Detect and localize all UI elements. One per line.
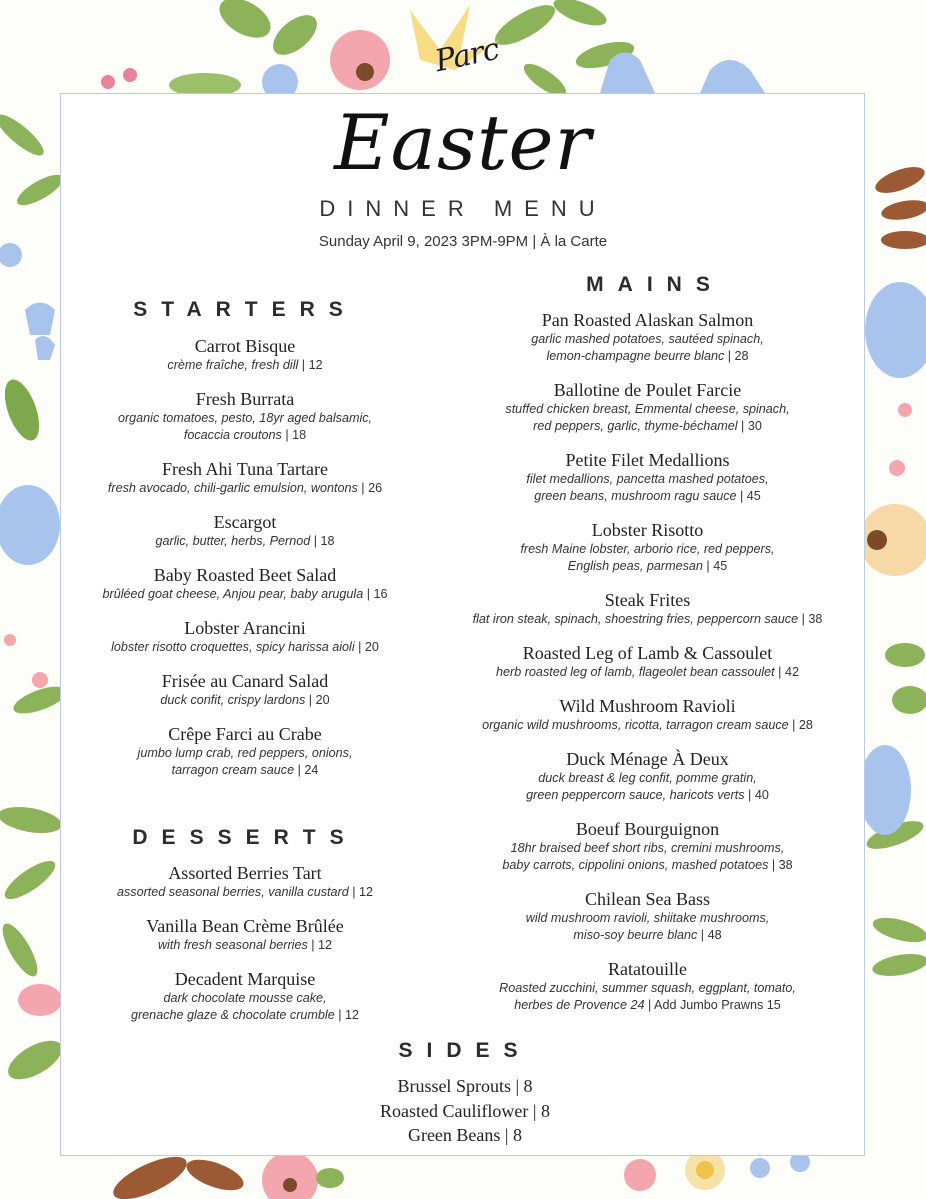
logo-text: Parc	[432, 31, 502, 80]
menu-item-price: | 28	[788, 718, 813, 732]
menu-item-price: | 45	[736, 489, 761, 503]
menu-item-description: miso-soy beurre blanc | 48	[573, 928, 722, 942]
menu-item-description: garlic, butter, herbs, Pernod | 18	[155, 534, 335, 548]
menu-item-description: focaccia croutons | 18	[183, 428, 307, 442]
menu-item-description: lobster risotto croquettes, spicy harissa aioli | 20	[111, 640, 379, 654]
menu-item-description: dark chocolate mousse cake,	[163, 991, 327, 1005]
menu-item	[440, 450, 855, 505]
menu-item	[80, 863, 410, 901]
desserts-list	[80, 863, 410, 1039]
menu-item	[440, 819, 855, 874]
menu-item-description: lemon-champagne beurre blanc | 28	[546, 349, 749, 363]
menu-item-price: | 12	[298, 358, 323, 372]
menu-item-description: organic tomatoes, pesto, 18yr aged balsamic,	[117, 411, 373, 425]
menu-item-name: Ballotine de Poulet Farcie	[553, 380, 742, 400]
menu-item-description: grenache glaze & chocolate crumble | 12	[130, 1008, 359, 1022]
menu-item-price: | 38	[768, 858, 793, 872]
menu-item	[440, 590, 855, 628]
menu-item-description: green beans, mushroom ragu sauce | 45	[534, 489, 761, 503]
starters-list	[80, 336, 410, 794]
menu-item-price: | 12	[348, 885, 373, 899]
menu-item	[80, 565, 410, 603]
menu-item-price: | 28	[724, 349, 749, 363]
menu-item-price: | 18	[281, 428, 307, 442]
menu-item-description: tarragon cream sauce | 24	[171, 763, 319, 777]
menu-item-description: stuffed chicken breast, Emmental cheese, spinach,	[505, 402, 790, 416]
mains-list	[440, 310, 855, 1029]
menu-item	[440, 696, 855, 734]
menu-item-name: Pan Roasted Alaskan Salmon	[541, 310, 754, 330]
menu-item-name: Chilean Sea Bass	[585, 889, 710, 909]
menu-item	[440, 643, 855, 681]
menu-subtitle: DINNER MENU	[319, 196, 607, 221]
menu-item	[80, 969, 410, 1024]
menu-item-name: Ratatouille	[608, 959, 687, 979]
menu-item-price: | 38	[798, 612, 823, 626]
side-item: Brussel Sprouts | 8	[397, 1076, 533, 1096]
menu-item-name: Duck Ménage À Deux	[566, 749, 729, 769]
menu-item	[440, 959, 855, 1014]
menu-item-name: Roasted Leg of Lamb & Cassoulet	[522, 643, 773, 663]
flower-decoration	[859, 282, 926, 835]
menu-item-description: wild mushroom ravioli, shiitake mushrooms,	[525, 911, 770, 925]
sides-heading: SIDES	[398, 1039, 532, 1062]
menu-item	[80, 671, 410, 709]
menu-item-description: herb roasted leg of lamb, flageolet bean cassoulet | 42	[496, 665, 799, 679]
menu-item-description: herbes de Provence 24 | Add Jumbo Prawns 15	[514, 998, 781, 1012]
menu-item-description: English peas, parmesan | 45	[567, 559, 728, 573]
menu-item	[440, 380, 855, 435]
menu-item-description: Roasted zucchini, summer squash, eggplant, tomato,	[499, 981, 796, 995]
menu-item-description: flat iron steak, spinach, shoestring fries, peppercorn sauce | 38	[472, 612, 823, 626]
menu-item-description: filet medallions, pancetta mashed potatoes,	[526, 472, 769, 486]
menu-item-name: Vanilla Bean Crème Brûlée	[146, 916, 344, 936]
menu-item-price: | 48	[697, 928, 722, 942]
menu-item-price: | 20	[305, 693, 330, 707]
menu-item-name: Carrot Bisque	[194, 336, 296, 356]
menu-item-name: Assorted Berries Tart	[168, 863, 322, 883]
menu-item-name: Boeuf Bourguignon	[575, 819, 720, 839]
menu-item-price: | Add Jumbo Prawns 15	[644, 998, 781, 1012]
menu-item	[80, 389, 410, 444]
desserts-heading: DESSERTS	[132, 826, 358, 849]
menu-item-price: | 18	[310, 534, 335, 548]
menu-item-description: organic wild mushrooms, ricotta, tarragon cream sauce | 28	[482, 718, 813, 732]
menu-item-description: crème fraîche, fresh dill | 12	[167, 358, 323, 372]
menu-item-description: brûléed goat cheese, Anjou pear, baby arugula | 16	[102, 587, 388, 601]
menu-item-description: jumbo lump crab, red peppers, onions,	[137, 746, 353, 760]
menu-item-name: Fresh Burrata	[195, 389, 295, 409]
starters-heading: STARTERS	[133, 298, 357, 321]
mains-heading: MAINS	[586, 273, 724, 296]
menu-item-price: | 40	[744, 788, 769, 802]
menu-item-description: fresh avocado, chili-garlic emulsion, wontons | 26	[107, 481, 383, 495]
menu-item-name: Escargot	[213, 512, 277, 532]
menu-item-description: duck confit, crispy lardons | 20	[160, 693, 330, 707]
menu-item-description: red peppers, garlic, thyme-béchamel | 30	[533, 419, 762, 433]
menu-item	[440, 889, 855, 944]
menu-item-name: Fresh Ahi Tuna Tartare	[162, 459, 328, 479]
menu-item	[80, 336, 410, 374]
menu-item-name: Steak Frites	[604, 590, 691, 610]
menu-item-price: | 12	[307, 938, 333, 952]
menu-item	[440, 310, 855, 365]
menu-item	[80, 459, 410, 497]
flower-decoration	[0, 243, 62, 1016]
menu-item	[440, 520, 855, 575]
menu-item-description: with fresh seasonal berries | 12	[157, 938, 333, 952]
menu-item-name: Decadent Marquise	[174, 969, 316, 989]
menu-item-name: Lobster Risotto	[591, 520, 704, 540]
menu-item-price: | 42	[774, 665, 799, 679]
menu-item-description: assorted seasonal berries, vanilla custard | 12	[117, 885, 373, 899]
menu-item-price: | 45	[702, 559, 728, 573]
menu-item	[80, 724, 410, 779]
menu-item	[80, 916, 410, 954]
menu-item-description: duck breast & leg confit, pomme gratin,	[538, 771, 757, 785]
side-item: Green Beans | 8	[407, 1125, 523, 1145]
menu-item-price: | 20	[354, 640, 379, 654]
menu-item-description: garlic mashed potatoes, sautéed spinach,	[531, 332, 764, 346]
sides-list	[300, 1074, 630, 1148]
menu-item	[440, 749, 855, 804]
menu-title: Easter	[334, 98, 592, 187]
menu-item-name: Petite Filet Medallions	[565, 450, 730, 470]
menu-item-description: 18hr braised beef short ribs, cremini mushrooms,	[510, 841, 785, 855]
menu-item-name: Lobster Arancini	[184, 618, 306, 638]
menu-item	[80, 512, 410, 550]
menu-item-price: | 12	[334, 1008, 359, 1022]
menu-item-name: Crêpe Farci au Crabe	[168, 724, 322, 744]
menu-item	[80, 618, 410, 656]
side-item: Roasted Cauliflower | 8	[379, 1100, 551, 1121]
menu-item-price: | 16	[363, 587, 388, 601]
menu-item-price: | 26	[357, 481, 383, 495]
leaf-decoration	[169, 0, 637, 102]
menu-item-name: Baby Roasted Beet Salad	[153, 565, 337, 585]
menu-item-description: baby carrots, cippolini onions, mashed potatoes | 38	[502, 858, 793, 872]
menu-item-name: Wild Mushroom Ravioli	[559, 696, 736, 716]
menu-item-price: | 30	[737, 419, 762, 433]
menu-item-description: fresh Maine lobster, arborio rice, red peppers,	[520, 542, 775, 556]
menu-item-name: Frisée au Canard Salad	[161, 671, 329, 691]
menu-item-description: green peppercorn sauce, haricots verts | 40	[526, 788, 769, 802]
menu-item-price: | 24	[294, 763, 319, 777]
menu-dateline: Sunday April 9, 2023 3PM-9PM | À la Carte	[318, 233, 608, 250]
